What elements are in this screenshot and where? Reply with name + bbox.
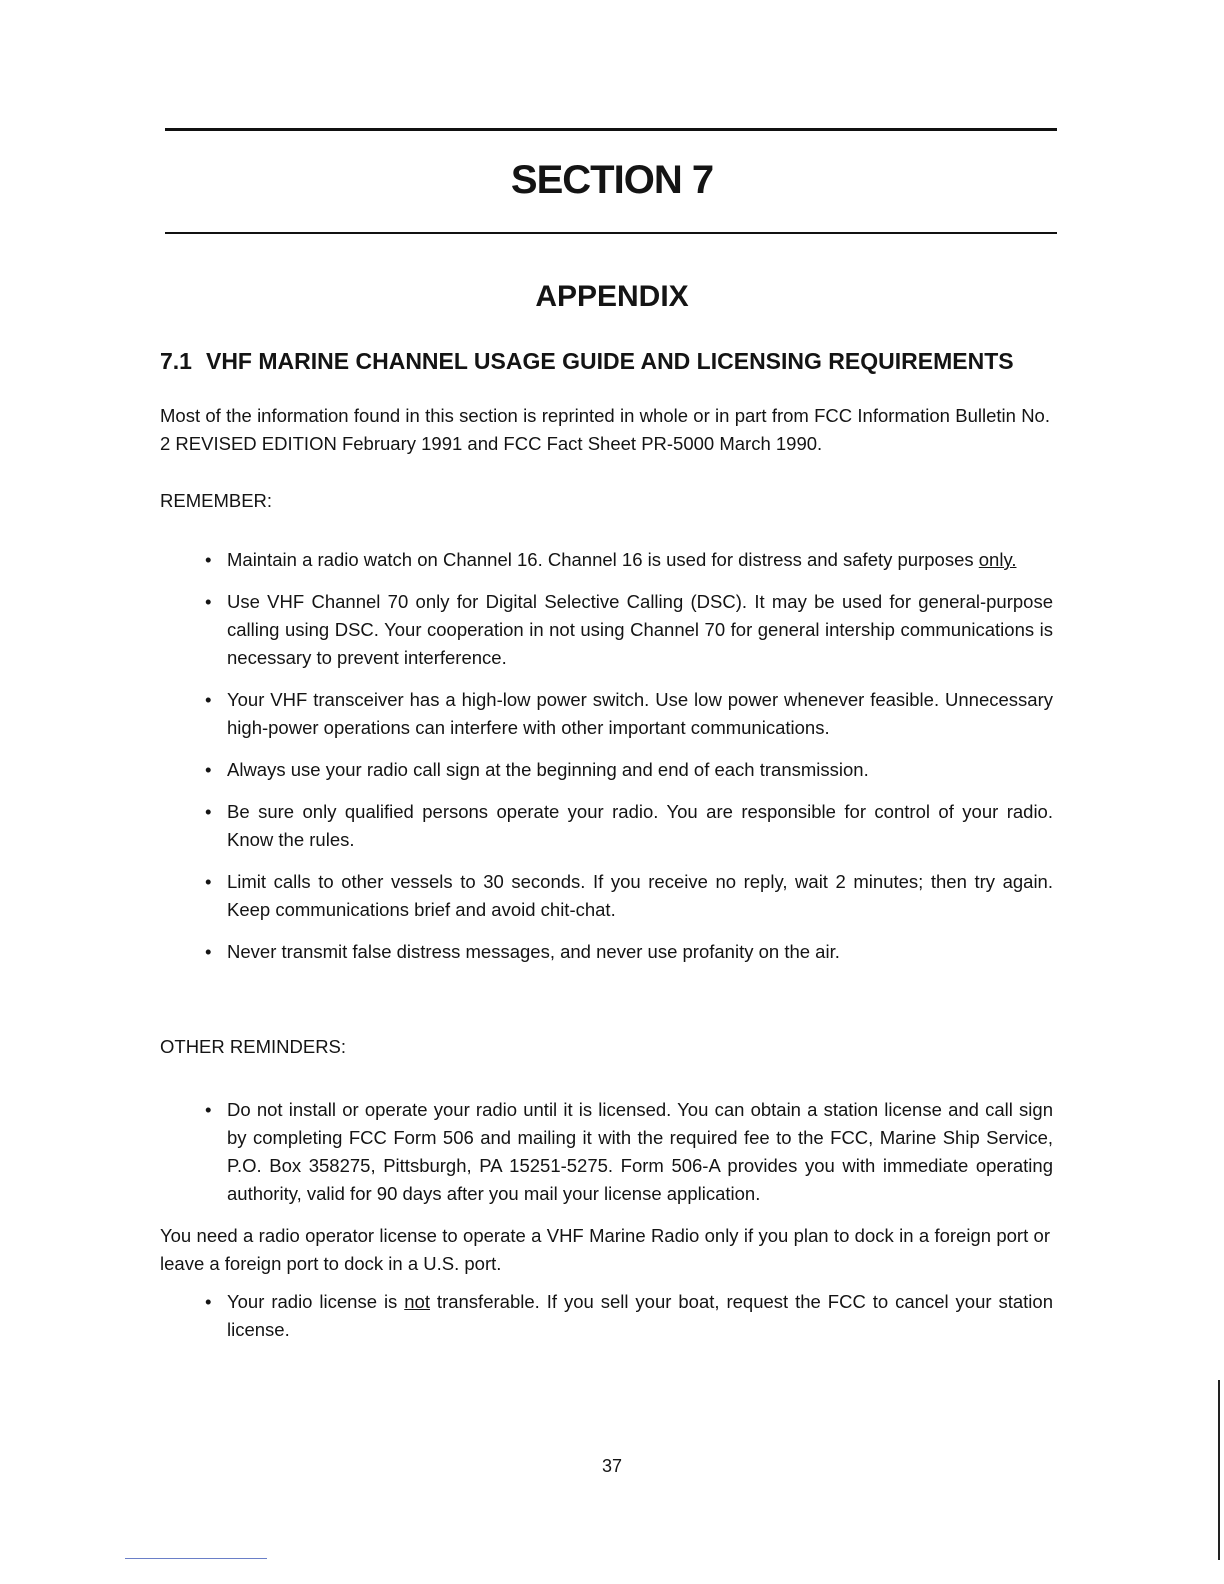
intro-paragraph: Most of the information found in this section is reprinted in whole or in part from FCC Information Bulletin No. 2 REVISED EDITION February 1991 and FCC Fact Sheet PR-5000 March 1990. [160, 405, 1050, 454]
scan-artifact-line [125, 1558, 267, 1559]
bullet-icon: • [205, 941, 212, 962]
scan-artifact-edge [1218, 1380, 1220, 1560]
bullet-icon: • [205, 1291, 212, 1312]
list-item: • Always use your radio call sign at the beginning and end of each transmission. [205, 756, 1053, 784]
bullet-icon: • [205, 871, 212, 892]
bullet-icon: • [205, 591, 212, 612]
underlined-word: not [404, 1291, 430, 1312]
list-item: • Your radio license is not transferable. If you sell your boat, request the FCC to cancel your station license. [205, 1288, 1053, 1344]
remember-label: REMEMBER: [160, 490, 273, 511]
bullet-icon: • [205, 1099, 212, 1120]
section-title: SECTION 7 [510, 158, 714, 202]
operator-license-paragraph: You need a radio operator license to operate a VHF Marine Radio only if you plan to dock in a foreign port or leave a foreign port to dock in a U.S. port. [160, 1225, 1050, 1274]
other-reminders-label: OTHER REMINDERS: [160, 1036, 347, 1057]
list-item: • Do not install or operate your radio until it is licensed. You can obtain a station license and call sign by completing FCC Form 506 and mailing it with the required fee to the FCC, Marine Ship Service, P.O. Box 358275, Pittsburgh, PA 15251-5275. Form 506-A provides you with immediate operating authority, valid for 90 days after you mail your license application. [205, 1096, 1053, 1208]
remember-list [205, 546, 1053, 980]
page-number: 37 [601, 1456, 623, 1476]
bullet-icon: • [205, 689, 212, 710]
list-item: • Your VHF transceiver has a high-low power switch. Use low power whenever feasible. Unnecessary high-power operations can interfere with other important communications. [205, 686, 1053, 742]
list-item: • Limit calls to other vessels to 30 seconds. If you receive no reply, wait 2 minutes; then try again. Keep communications brief and avoid chit-chat. [205, 868, 1053, 924]
list-item: • Never transmit false distress messages, and never use profanity on the air. [205, 938, 1053, 966]
bullet-icon: • [205, 759, 212, 780]
transfer-list [205, 1288, 1053, 1358]
appendix-title: APPENDIX [535, 280, 689, 313]
list-item: • Be sure only qualified persons operate your radio. You are responsible for control of your radio. Know the rules. [205, 798, 1053, 854]
bullet-icon: • [205, 801, 212, 822]
middle-rule [165, 232, 1057, 234]
subsection-number: 7.1 [160, 348, 192, 374]
subsection-heading [160, 348, 1060, 375]
other-reminders-list [205, 1096, 1053, 1222]
list-item: • Use VHF Channel 70 only for Digital Selective Calling (DSC). It may be used for general-purpose calling using DSC. Your cooperation in not using Channel 70 for general intership communications is necessary to prevent interference. [205, 588, 1053, 672]
list-item: • Maintain a radio watch on Channel 16. Channel 16 is used for distress and safety purposes only. [205, 546, 1053, 574]
subsection-title: VHF MARINE CHANNEL USAGE GUIDE AND LICENSING REQUIREMENTS [205, 348, 1014, 374]
bullet-icon: • [205, 549, 212, 570]
top-rule [165, 128, 1057, 131]
underlined-word: only. [978, 549, 1017, 570]
